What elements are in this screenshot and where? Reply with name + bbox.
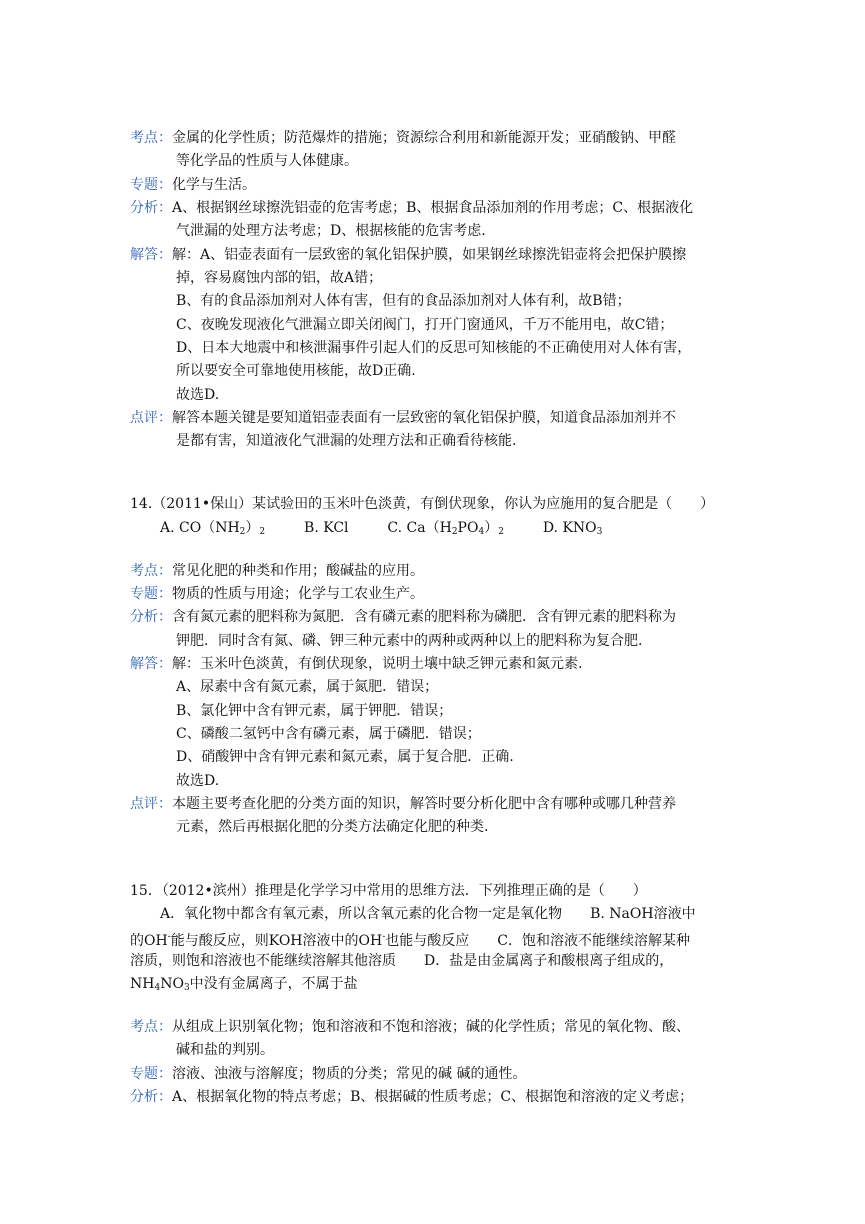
jieda-text-cont: C、夜晚发现液化气泄漏立即关闭阀门，打开门窗通风，千万不能用电，故C错； [176, 317, 674, 333]
option-b: B. KCl [304, 520, 349, 536]
kaodian-text: 金属的化学性质；防范爆炸的措施；资源综合利用和新能源开发；亚硝酸钠、甲醛 [172, 130, 676, 146]
jieda-text-cont: B、有的食品添加剂对人体有害，但有的食品添加剂对人体有利，故B错； [176, 293, 631, 309]
jieda-text-cont: 掉，容易腐蚀内部的铝，故A错； [176, 270, 383, 286]
kaodian-label: 考点： [130, 130, 172, 146]
option-a: A. $CO(NH_2)_2$ [160, 520, 266, 537]
fenxi-label: 分析： [130, 1089, 172, 1105]
jieda-label: 解答： [130, 656, 172, 672]
question-14-stem: 14.（2011•保山）某试验田的玉米叶色淡黄，有倒伏现象，你认为应施用的复合肥是（ ） [130, 496, 715, 512]
zhuanti-row [130, 1063, 526, 1085]
question-15-stem: 15．（2012•滨州）推理是化学学习中常用的思维方法．下列推理正确的是（ ） [130, 883, 647, 899]
dianping-text: 解答本题关键是要知道铝壶表面有一层致密的氧化铝保护膜，知道食品添加剂并不 [172, 410, 676, 426]
question-15-line: A．氧化物中都含有氧元素，所以含氧元素的化合物一定是氧化物 B. NaOH溶液中 [160, 906, 696, 922]
kaodian-label: 考点： [130, 563, 172, 579]
jieda-row [130, 653, 582, 675]
kaodian-text-cont: 碱和盐的判别。 [176, 1042, 274, 1058]
zhuanti-label: 专题： [130, 177, 172, 193]
option-c: C. $Ca(H_2PO_4)_2$ [387, 520, 504, 537]
fenxi-row [130, 1086, 693, 1108]
question-15-line: 溶质，则饱和溶液也不能继续溶解其他溶质 D．盐是由金属离子和酸根离子组成的， [130, 953, 674, 969]
dianping-row [130, 407, 676, 429]
zhuanti-text: 溶液、浊液与溶解度；物质的分类；常见的碱 碱的通性。 [172, 1066, 527, 1082]
fenxi-text: 含有氮元素的肥料称为氮肥．含有磷元素的肥料称为磷肥．含有钾元素的肥料称为 [172, 609, 676, 625]
question-15-line: 的OH-能与酸反应，则KOH溶液中的OH-也能与酸反应 C．饱和溶液不能继续溶解某种 [130, 932, 690, 949]
kaodian-text: 常见化肥的种类和作用；酸碱盐的应用。 [172, 563, 424, 579]
kaodian-text: 从组成上识别氧化物；饱和溶液和不饱和溶液；碱的化学性质；常见的氧化物、酸、 [172, 1019, 690, 1035]
jieda-text: 解：玉米叶色淡黄，有倒伏现象，说明土壤中缺乏钾元素和氮元素. [172, 656, 583, 672]
jieda-text-cont: D、硝酸钾中含有钾元素和氮元素，属于复合肥．正确. [176, 749, 514, 765]
kaodian-text-cont: 等化学品的性质与人体健康。 [176, 153, 358, 169]
kaodian-label: 考点： [130, 1019, 172, 1035]
jieda-text-cont: 故选D. [176, 773, 220, 789]
fenxi-text-cont: 钾肥．同时含有氮、磷、钾三种元素中的两种或两种以上的肥料称为复合肥. [176, 633, 643, 649]
dianping-text-cont: 元素，然后再根据化肥的分类方法确定化肥的种类. [176, 819, 489, 835]
fenxi-label: 分析： [130, 609, 172, 625]
fenxi-row [130, 197, 693, 219]
kaodian-row [130, 560, 424, 582]
zhuanti-row [130, 583, 424, 605]
jieda-text-cont: C、磷酸二氢钙中含有磷元素，属于磷肥．错误； [176, 726, 481, 742]
zhuanti-text: 物质的性质与用途；化学与工农业生产。 [172, 586, 424, 602]
fenxi-text-cont: 气泄漏的处理方法考虑；D、根据核能的危害考虑. [176, 223, 486, 239]
question-14-options [160, 517, 602, 539]
zhuanti-row [130, 174, 256, 196]
fenxi-text: A、根据氧化物的特点考虑；B、根据碱的性质考虑；C、根据饱和溶液的定义考虑； [172, 1089, 694, 1105]
option-d: D. $KNO_3$ [542, 520, 603, 537]
jieda-text-cont: 故选D. [176, 387, 220, 403]
fenxi-row [130, 606, 676, 628]
jieda-text-cont: 所以要安全可靠地使用核能，故D正确. [176, 363, 416, 379]
jieda-row [130, 244, 686, 266]
zhuanti-text: 化学与生活。 [172, 177, 256, 193]
question-15-line: $NH_4NO_3$中没有金属离子，不属于盐 [130, 976, 358, 993]
jieda-text-cont: A、尿素中含有氮元素，属于氮肥．错误； [176, 679, 439, 695]
dianping-text-cont: 是都有害，知道液化气泄漏的处理方法和正确看待核能. [176, 433, 517, 449]
zhuanti-label: 专题： [130, 586, 172, 602]
zhuanti-label: 专题： [130, 1066, 172, 1082]
jieda-text-cont: B、氯化钾中含有钾元素，属于钾肥．错误； [176, 703, 453, 719]
kaodian-row [130, 1016, 690, 1038]
dianping-row [130, 793, 676, 815]
jieda-text-cont: D、日本大地震中和核泄漏事件引起人们的反思可知核能的不正确使用对人体有害， [176, 340, 692, 356]
jieda-label: 解答： [130, 247, 172, 263]
kaodian-row [130, 127, 676, 149]
dianping-label: 点评： [130, 796, 172, 812]
fenxi-label: 分析： [130, 200, 172, 216]
dianping-label: 点评： [130, 410, 172, 426]
fenxi-text: A、根据钢丝球擦洗铝壶的危害考虑；B、根据食品添加剂的作用考虑；C、根据液化 [172, 200, 694, 216]
jieda-text: 解：A、铝壶表面有一层致密的氧化铝保护膜，如果钢丝球擦洗铝壶将会把保护膜擦 [172, 247, 687, 263]
dianping-text: 本题主要考查化肥的分类方面的知识，解答时要分析化肥中含有哪种或哪几种营养 [172, 796, 676, 812]
